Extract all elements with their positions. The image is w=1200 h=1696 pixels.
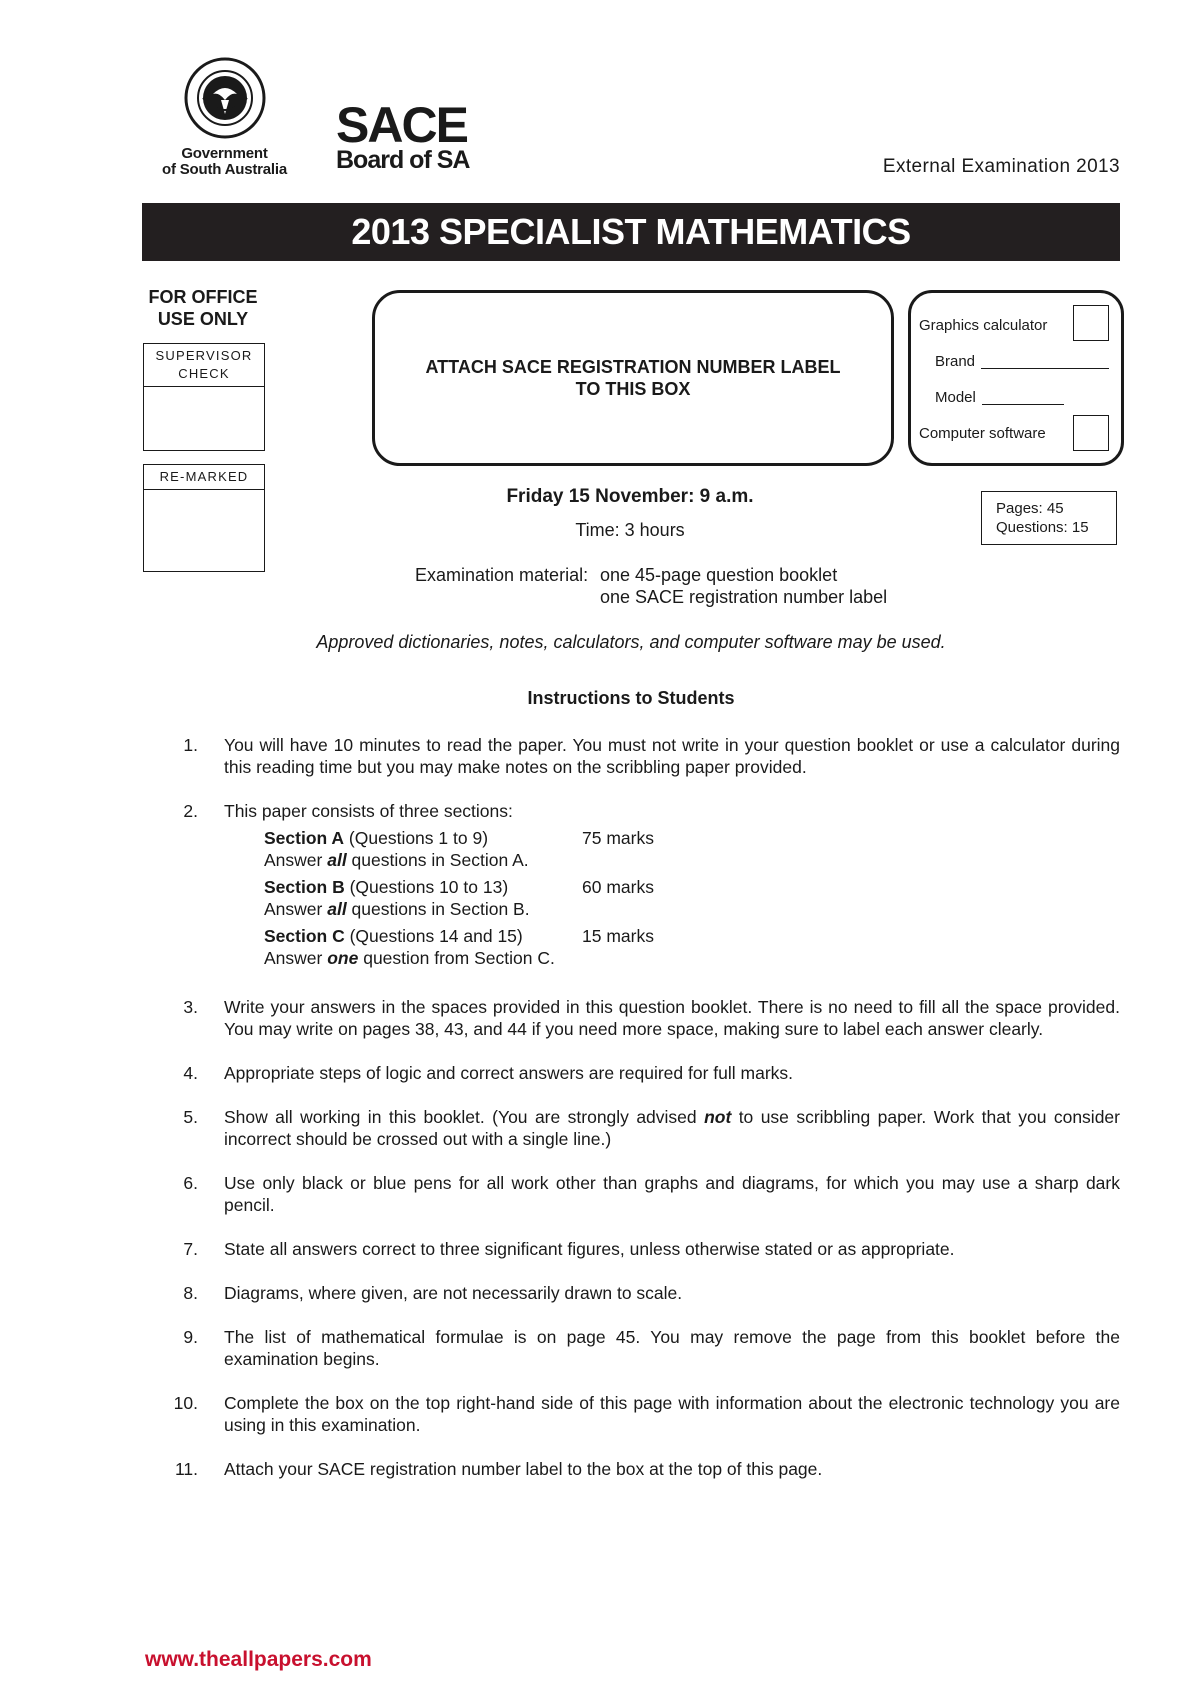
model-label: Model [935, 389, 976, 406]
brand-label: Brand [935, 353, 976, 370]
gov-line-1: Government [181, 145, 268, 162]
section-instruction-end: questions in Section B. [346, 899, 530, 919]
model-field[interactable] [982, 390, 1064, 405]
south-australia-crest-icon [183, 56, 267, 140]
instruction-number: 6. [183, 1173, 198, 1193]
subject-banner: 2013 SPECIALIST MATHEMATICS [142, 203, 1120, 261]
instruction-number: 8. [183, 1283, 198, 1303]
material-item-1: one 45-page question booklet [600, 565, 838, 585]
supervisor-check-box [143, 343, 265, 451]
section-marks: 75 marks [582, 828, 654, 848]
instruction-text: Appropriate steps of logic and correct answers are required for full marks. [224, 1063, 794, 1083]
graphics-calculator-label: Graphics calculator [919, 317, 1048, 334]
government-logo [142, 56, 307, 181]
section-range: (Questions 10 to 13) [344, 877, 509, 897]
gov-line-2: of South Australia [161, 161, 287, 178]
instruction-text [224, 1106, 1120, 1150]
model-row [935, 389, 1064, 406]
section-instruction-start: Answer [264, 850, 328, 870]
computer-software-checkbox[interactable] [1073, 415, 1109, 451]
instruction-item [142, 800, 1120, 970]
instruction-text: You will have 10 minutes to read the paper. You must not write in your question booklet or use a calculator during this reading time but you may make notes on the scribbling paper provided. [224, 735, 1120, 777]
section-instruction-end: questions in Section A. [346, 850, 529, 870]
instruction-text: Use only black or blue pens for all work other than graphs and diagrams, for which you may use a sharp dark pencil. [224, 1173, 1120, 1215]
instruction-number: 5. [183, 1107, 198, 1127]
pages-count: Pages: 45 [996, 500, 1064, 517]
material-label: Examination material: [415, 565, 589, 585]
section-instruction [264, 947, 654, 969]
pages-questions-box [981, 491, 1117, 545]
questions-count: Questions: 15 [996, 519, 1089, 536]
section-instruction-emphasis: one [327, 948, 359, 968]
instruction-text: This paper consists of three sections: [224, 801, 513, 821]
section-marks: 15 marks [582, 926, 654, 946]
exam-date: Friday 15 November: 9 a.m. [506, 486, 754, 507]
instruction-text: Attach your SACE registration number label to the box at the top of this page. [224, 1459, 823, 1479]
section-instruction-emphasis: all [327, 899, 347, 919]
section-instruction [264, 849, 654, 871]
re-marked-label: RE-MARKED [144, 465, 264, 490]
sace-subtitle: Board of SA [336, 146, 470, 174]
instruction-number: 4. [183, 1063, 198, 1083]
re-marked-box [143, 464, 265, 572]
section-marks: 60 marks [582, 877, 654, 897]
section-row [264, 925, 654, 947]
technology-box [908, 290, 1124, 466]
section-instruction-start: Answer [264, 899, 328, 919]
instruction-number: 1. [183, 735, 198, 755]
approved-materials-note: Approved dictionaries, notes, calculators, and computer software may be used. [316, 632, 946, 652]
sace-title: SACE [336, 97, 467, 153]
instruction-text: Diagrams, where given, are not necessarily drawn to scale. [224, 1283, 683, 1303]
registration-label-box [372, 290, 894, 466]
graphics-calculator-checkbox[interactable] [1073, 305, 1109, 341]
office-title-line-2: USE ONLY [157, 309, 249, 329]
registration-line-2: TO THIS BOX [575, 379, 691, 399]
graphics-calculator-row [919, 317, 1047, 334]
instruction-number: 10. [173, 1393, 198, 1413]
sace-logo [336, 97, 470, 174]
office-use-title [142, 286, 264, 330]
sections-list [264, 827, 654, 974]
section-instruction-start: Answer [264, 948, 328, 968]
instruction-number: 7. [183, 1239, 198, 1259]
section-range: (Questions 1 to 9) [344, 828, 489, 848]
section-name: Section B [264, 877, 345, 897]
brand-row [935, 353, 1109, 370]
exam-label: External Examination 2013 [882, 156, 1120, 177]
instruction-text: Complete the box on the top right-hand side of this page with information about the electronic technology you are using in this examination. [224, 1393, 1120, 1435]
section-name: Section A [264, 828, 345, 848]
computer-software-row [919, 425, 1046, 442]
computer-software-label: Computer software [919, 425, 1046, 442]
instruction-number: 11. [174, 1459, 198, 1479]
section-range: (Questions 14 and 15) [344, 926, 523, 946]
section-name: Section C [264, 926, 345, 946]
instruction-number: 2. [183, 801, 198, 821]
registration-line-1: ATTACH SACE REGISTRATION NUMBER LABEL [425, 357, 841, 377]
exam-time: Time: 3 hours [575, 520, 685, 540]
section-instruction-emphasis: all [327, 850, 347, 870]
instruction-text: State all answers correct to three significant figures, unless otherwise stated or as appropriate. [224, 1239, 955, 1259]
brand-field[interactable] [981, 354, 1109, 369]
instruction-text-end: to use scribbling paper. Work that you consider incorrect should be crossed out with a single line.) [224, 1107, 1120, 1149]
office-title-line-1: FOR OFFICE [148, 287, 258, 307]
examination-material [415, 564, 887, 608]
instruction-text-start: Show all working in this booklet. (You are strongly advised [224, 1107, 705, 1127]
material-item-2: one SACE registration number label [600, 587, 888, 607]
instructions-title: Instructions to Students [527, 688, 735, 708]
instruction-number: 3. [183, 997, 198, 1017]
section-instruction [264, 898, 654, 920]
instruction-text: Write your answers in the spaces provided in this question booklet. There is no need to fill all the space provided. You may write on pages 38, 43, and 44 if you need more space, making sure to label each answer clearly. [224, 997, 1120, 1039]
section-instruction-end: question from Section C. [358, 948, 555, 968]
footer-url[interactable]: www.theallpapers.com [145, 1648, 372, 1671]
supervisor-label-2: CHECK [178, 366, 230, 381]
instruction-text: The list of mathematical formulae is on page 45. You may remove the page from this booklet before the examination begins. [224, 1327, 1120, 1369]
section-row [264, 876, 654, 898]
instruction-number: 9. [183, 1327, 198, 1347]
section-row [264, 827, 654, 849]
supervisor-label-1: SUPERVISOR [155, 348, 253, 363]
instruction-emphasis: not [704, 1107, 732, 1127]
